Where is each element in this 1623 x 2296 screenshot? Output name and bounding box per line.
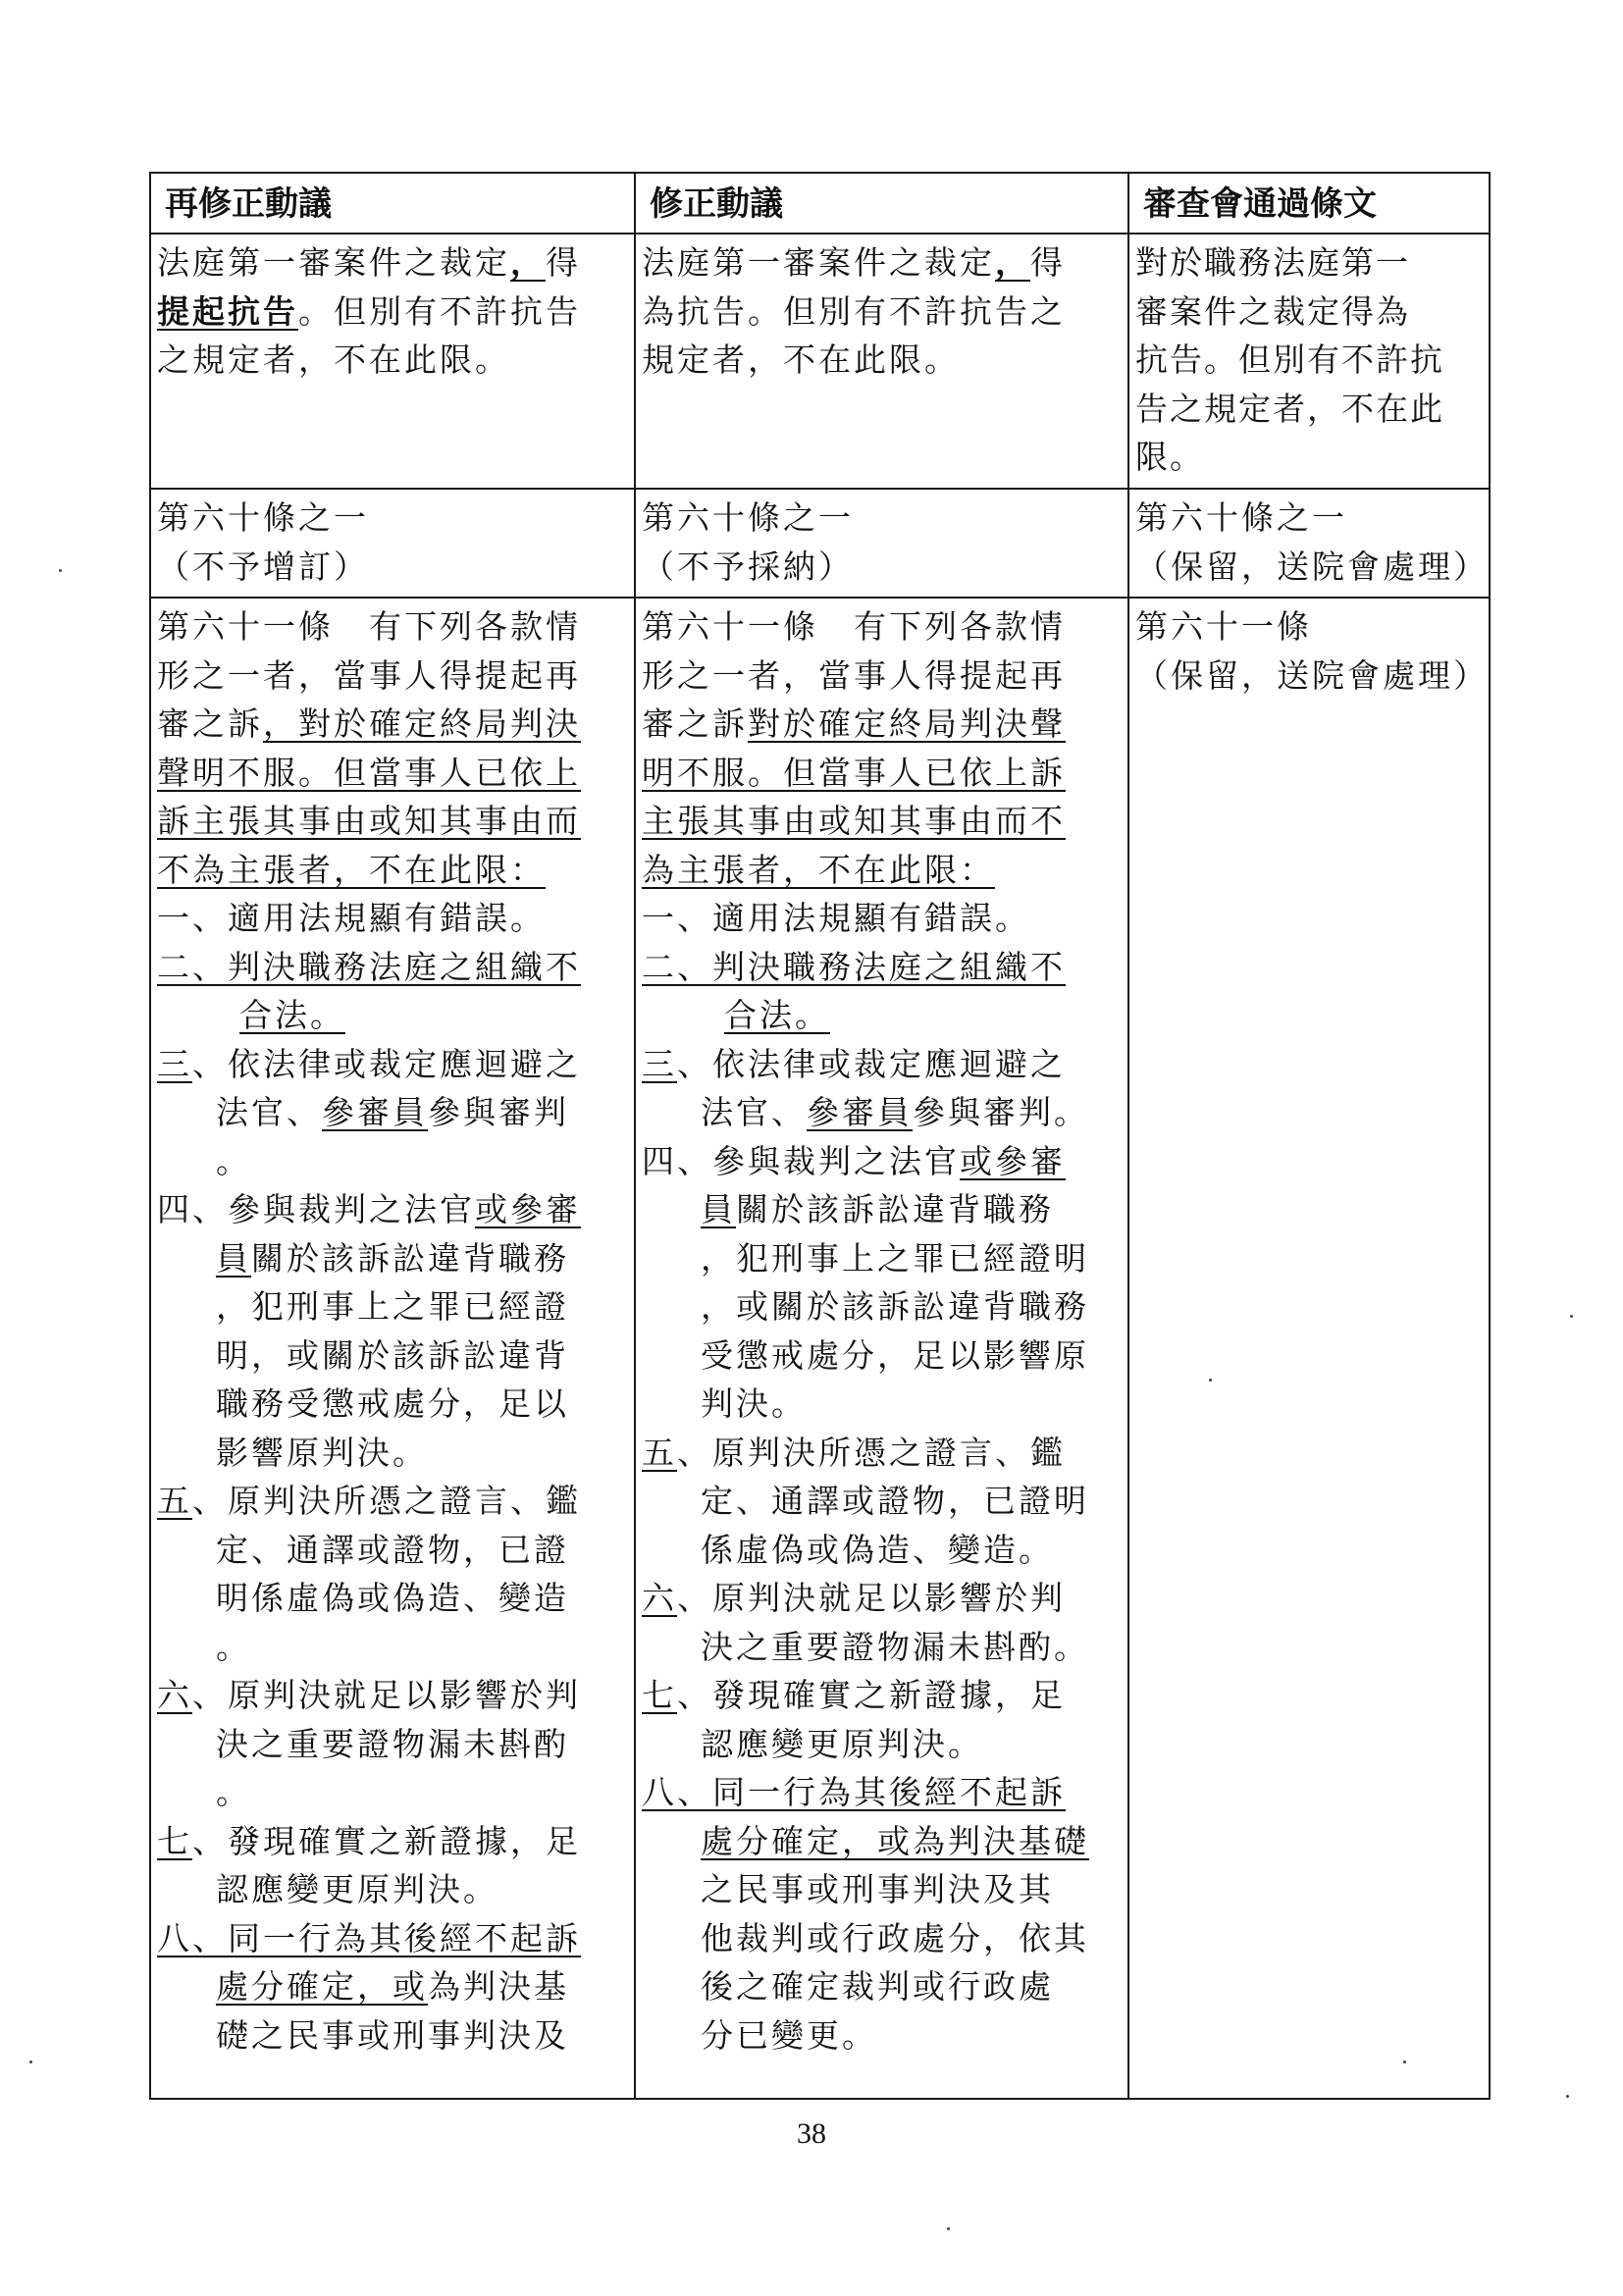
table-row [150, 489, 1490, 598]
text: 五 [642, 1433, 677, 1472]
scan-speck [59, 569, 62, 572]
text: 為主張者，不在此限： [642, 850, 995, 889]
text: （保留，送院會處理） [1135, 655, 1489, 695]
text: 後之確定裁判或行政處 [701, 1967, 1054, 2006]
text: 不為主張者，不在此限： [157, 850, 546, 889]
text: ，犯刑事上之罪已經證 [216, 1287, 569, 1326]
text: （不予增訂） [157, 547, 369, 586]
text: 參與審判 [428, 1093, 569, 1131]
text: 參審員 [807, 1093, 913, 1131]
text: 四、參與裁判之法官 [642, 1141, 960, 1180]
text: 抗告。但別有不許抗 [1135, 340, 1444, 379]
text: 法庭第一審案件之裁定 [157, 243, 510, 282]
text: 對於確定終局判決聲 [748, 704, 1066, 743]
text: 或參審 [960, 1141, 1066, 1180]
row1-committee-cell [1128, 234, 1490, 489]
scan-speck [1403, 2061, 1406, 2063]
table-header-row [150, 173, 1490, 234]
text: 法庭第一審案件之裁定 [642, 243, 995, 282]
text: 影響原判決。 [216, 1433, 428, 1472]
text: 得 [1030, 243, 1066, 282]
text: 對於職務法庭第一 [1135, 243, 1410, 282]
text: 法官、 [701, 1093, 807, 1131]
text: 八、同一行為其後經不起訴 [642, 1773, 1066, 1811]
row3-committee-cell [1128, 598, 1490, 2099]
text: ，或關於該訴訟違背職務 [701, 1287, 1089, 1326]
text: 審案件之裁定得為 [1135, 291, 1410, 331]
text: 三 [642, 1044, 677, 1083]
text: 一、適用法規顯有錯誤。 [157, 899, 546, 937]
text: 處分確定，或 [216, 1967, 428, 2006]
text: 第六十一條 有下列各款情 [157, 607, 581, 646]
text: 受懲戒處分，足以影響原 [701, 1335, 1089, 1375]
text: 二、判決職務法庭之組織不 [157, 947, 581, 986]
text: 告之規定者，不在此 [1135, 389, 1444, 428]
text: 一、適用法規顯有錯誤。 [642, 899, 1030, 937]
row2-re-amendment-cell [150, 489, 635, 598]
text: 明係虛偽或偽造、變造 [216, 1579, 569, 1617]
text: 、原判決就足以影響於判 [192, 1676, 581, 1714]
scan-speck [1570, 1315, 1573, 1318]
comparison-table [149, 172, 1491, 2100]
text: 審之訴 [157, 704, 263, 743]
text: 得 [546, 243, 581, 282]
text: （保留，送院會處理） [1135, 547, 1489, 586]
text: 為判決基 [428, 1967, 569, 2006]
text: 或參審 [475, 1190, 581, 1228]
text: 參與審判。 [913, 1093, 1089, 1131]
text: 、原判決所憑之證言、鑑 [192, 1482, 581, 1520]
text: 形之一者，當事人得提起再 [642, 655, 1066, 695]
text: 員 [701, 1190, 736, 1228]
text: 。 [216, 1627, 251, 1666]
text: 之規定者，不在此限。 [157, 340, 510, 379]
text: 訴主張其事由或知其事由而 [157, 802, 581, 840]
text: 第六十條之一 [1135, 498, 1347, 537]
text: 法官、 [216, 1093, 322, 1131]
text: 定、通譯或證物，已證 [216, 1530, 569, 1569]
text: 主張其事由或知其事由而不 [642, 802, 1066, 840]
text: 第六十一條 [1135, 607, 1312, 646]
text: 明不服。但當事人已依上訴 [642, 753, 1066, 792]
text: 三 [157, 1044, 192, 1083]
text: 分已變更。 [701, 2015, 877, 2055]
text: （不予採納） [642, 547, 854, 586]
text: 七 [642, 1676, 677, 1714]
text: 認應變更原判決。 [701, 1724, 983, 1763]
text: 員 [216, 1238, 251, 1278]
scan-speck [1209, 1379, 1212, 1382]
text: 規定者，不在此限。 [642, 340, 960, 379]
text: 判決。 [701, 1384, 807, 1423]
text: 他裁判或行政處分，依其 [701, 1918, 1089, 1957]
header-amendment: 修正動議 [635, 173, 1128, 234]
text: 定、通譯或證物，已證明 [701, 1482, 1089, 1520]
table-row [150, 598, 1490, 2099]
text: 七 [157, 1821, 192, 1860]
text: 八、同一行為其後經不起訴 [157, 1918, 581, 1957]
header-committee-text: 審查會通過條文 [1128, 173, 1490, 234]
header-re-amendment: 再修正動議 [150, 173, 635, 234]
text: 合法。 [239, 996, 345, 1034]
text: 之民事或刑事判決及其 [701, 1870, 1054, 1908]
text: ，犯刑事上之罪已經證明 [701, 1238, 1089, 1278]
text: 關於該訴訟違背職務 [736, 1190, 1054, 1228]
text: 決之重要證物漏未斟酌。 [701, 1627, 1089, 1666]
text: 四、參與裁判之法官 [157, 1190, 475, 1228]
text: 、原判決所憑之證言、鑑 [677, 1433, 1066, 1472]
text: 為抗告。但別有不許抗告之 [642, 291, 1066, 331]
text: 。 [216, 1773, 251, 1811]
row2-amendment-cell [635, 489, 1128, 598]
table-row [150, 234, 1490, 489]
row1-re-amendment-cell [150, 234, 635, 489]
text: ， [995, 243, 1030, 282]
text: 、發現確實之新證據，足 [192, 1821, 581, 1860]
text: 關於該訴訟違背職務 [251, 1238, 569, 1278]
text: 第六十條之一 [642, 498, 854, 537]
text: 六 [642, 1579, 677, 1617]
row2-committee-cell [1128, 489, 1490, 598]
text: 六 [157, 1676, 192, 1714]
text: 提起抗告 [157, 291, 298, 331]
scan-speck [947, 2227, 950, 2230]
text: 礎之民事或刑事判決及 [216, 2015, 569, 2055]
text: 係虛偽或偽造、變造。 [701, 1530, 1054, 1569]
scan-speck [29, 2061, 32, 2063]
scan-speck [1566, 2095, 1569, 2098]
page-number: 38 [797, 2117, 826, 2150]
text: 明，或關於該訴訟違背 [216, 1335, 569, 1375]
text: 、依法律或裁定應迴避之 [192, 1044, 581, 1083]
text: ，對於確定終局判決 [263, 704, 581, 743]
text: 第六十一條 有下列各款情 [642, 607, 1066, 646]
text: 形之一者，當事人得提起再 [157, 655, 581, 695]
text: 五 [157, 1482, 192, 1520]
row3-re-amendment-cell [150, 598, 635, 2099]
text: 決之重要證物漏未斟酌 [216, 1724, 569, 1763]
text: 處分確定，或為判決基礎 [701, 1821, 1089, 1860]
comparison-table-container [149, 172, 1489, 2100]
text: 認應變更原判決。 [216, 1870, 498, 1908]
text: 。但別有不許抗告 [298, 291, 581, 331]
row3-amendment-cell [635, 598, 1128, 2099]
text: 、依法律或裁定應迴避之 [677, 1044, 1066, 1083]
text: 第六十條之一 [157, 498, 369, 537]
text: 職務受懲戒處分，足以 [216, 1384, 569, 1423]
text: 二、判決職務法庭之組織不 [642, 947, 1066, 986]
text: ， [510, 243, 546, 282]
text: 聲明不服。但當事人已依上 [157, 753, 581, 792]
text: 、原判決就足以影響於判 [677, 1579, 1066, 1617]
text: 審之訴 [642, 704, 748, 743]
text: 參審員 [322, 1093, 428, 1131]
text: 、發現確實之新證據，足 [677, 1676, 1066, 1714]
row1-amendment-cell [635, 234, 1128, 489]
text: 合法。 [724, 996, 830, 1034]
text: 限。 [1135, 438, 1204, 476]
text: 。 [216, 1141, 251, 1180]
